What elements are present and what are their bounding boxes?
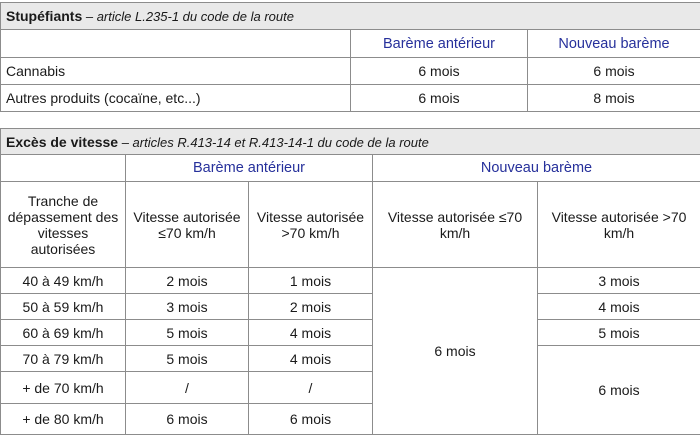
table-row <box>1 85 700 112</box>
vitesse-tranche: 60 à 69 km/h <box>1 320 126 346</box>
vitesse-group-new: Nouveau barème <box>373 155 700 182</box>
vitesse-prev-le70: 5 mois <box>126 346 249 372</box>
vitesse-empty-group-cell <box>1 155 126 182</box>
stupefiants-column-header-row <box>1 30 700 58</box>
table-row <box>1 320 700 346</box>
vitesse-col-new-le70: Vitesse autorisée ≤70 km/h <box>373 182 538 268</box>
vitesse-new-le70-merged: 6 mois <box>373 268 538 435</box>
vitesse-table <box>0 128 700 435</box>
vitesse-prev-gt70: 4 mois <box>249 320 373 346</box>
stupefiants-row-new: 6 mois <box>528 58 700 85</box>
vitesse-new-gt70: 3 mois <box>538 268 700 294</box>
vitesse-new-gt70: 4 mois <box>538 294 700 320</box>
vitesse-prev-gt70: 2 mois <box>249 294 373 320</box>
vitesse-col-prev-le70: Vitesse autorisée ≤70 km/h <box>126 182 249 268</box>
table-row <box>1 268 700 294</box>
stupefiants-row-prev: 6 mois <box>351 85 528 112</box>
vitesse-col-tranche: Tranche de dépassement des vitesses autorisées <box>1 182 126 268</box>
vitesse-col-new-gt70: Vitesse autorisée >70 km/h <box>538 182 700 268</box>
vitesse-prev-le70: 5 mois <box>126 320 249 346</box>
vitesse-tranche: 40 à 49 km/h <box>1 268 126 294</box>
stupefiants-row-prev: 6 mois <box>351 58 528 85</box>
vitesse-title: Excès de vitesse <box>6 134 118 150</box>
vitesse-prev-gt70: 6 mois <box>249 404 373 435</box>
vitesse-prev-le70: 6 mois <box>126 404 249 435</box>
vitesse-group-header-row <box>1 155 700 182</box>
vitesse-prev-le70: 3 mois <box>126 294 249 320</box>
vitesse-tranche: 70 à 79 km/h <box>1 346 126 372</box>
stupefiants-title-cell <box>1 3 700 30</box>
vitesse-tranche: + de 70 km/h <box>1 372 126 404</box>
stupefiants-row-new: 8 mois <box>528 85 700 112</box>
stupefiants-row-label: Autres produits (cocaïne, etc...) <box>1 85 351 112</box>
vitesse-new-gt70: 5 mois <box>538 320 700 346</box>
table-row <box>1 346 700 372</box>
stupefiants-subtitle: – article L.235-1 du code de la route <box>82 9 294 24</box>
table-row <box>1 58 700 85</box>
vitesse-tranche: + de 80 km/h <box>1 404 126 435</box>
stupefiants-col-prev: Barème antérieur <box>351 30 528 58</box>
vitesse-prev-gt70: 1 mois <box>249 268 373 294</box>
vitesse-prev-le70: 2 mois <box>126 268 249 294</box>
vitesse-header-row <box>1 129 700 155</box>
stupefiants-row-label: Cannabis <box>1 58 351 85</box>
vitesse-subtitle: – articles R.413-14 et R.413-14-1 du code de la route <box>118 135 429 150</box>
vitesse-prev-gt70: 4 mois <box>249 346 373 372</box>
stupefiants-title: Stupéfiants <box>6 8 82 24</box>
stupefiants-table <box>0 2 700 112</box>
vitesse-column-header-row <box>1 182 700 268</box>
vitesse-prev-le70: / <box>126 372 249 404</box>
stupefiants-header-row <box>1 3 700 30</box>
vitesse-title-cell <box>1 129 700 155</box>
vitesse-tranche: 50 à 59 km/h <box>1 294 126 320</box>
vitesse-group-prev: Barème antérieur <box>126 155 373 182</box>
table-row <box>1 294 700 320</box>
stupefiants-empty-header <box>1 30 351 58</box>
stupefiants-col-new: Nouveau barème <box>528 30 700 58</box>
vitesse-prev-gt70: / <box>249 372 373 404</box>
vitesse-new-gt70-merged: 6 mois <box>538 346 700 435</box>
vitesse-col-prev-gt70: Vitesse autorisée >70 km/h <box>249 182 373 268</box>
